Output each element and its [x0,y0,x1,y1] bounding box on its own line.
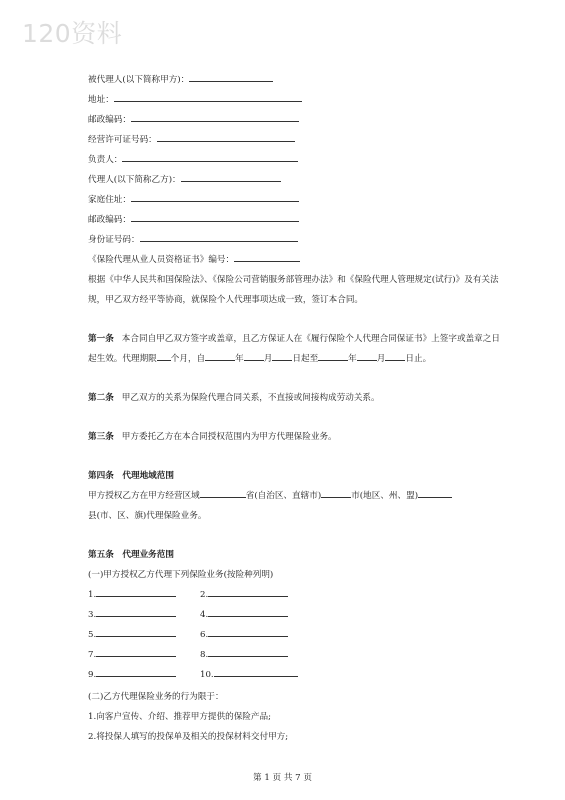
item-number: 1. [88,590,97,600]
fill-blank [122,150,298,162]
item-number: 8. [200,650,209,660]
list-item [88,585,200,605]
contract-page [88,70,500,747]
fill-blank [385,349,405,361]
fill-blank [208,605,288,617]
field-address [88,90,500,110]
article-text: 省(自治区、直辖市) [245,491,322,501]
field-license-number [88,130,500,150]
fill-blank [96,585,176,597]
field-label: 《保险代理从业人员资格证书》编号： [88,255,235,265]
article-2 [88,388,500,408]
article-text: 年 [348,354,357,364]
article-text: 日起至 [292,354,319,364]
list-item [200,605,312,625]
field-principal [88,70,500,90]
item-number: 5. [88,630,97,640]
fill-blank [96,645,176,657]
fill-blank [131,190,299,202]
fill-blank [189,70,273,82]
article-4-heading: 第四条 代理地域范围 [88,471,174,481]
field-person-in-charge [88,150,500,170]
article-number: 第三条 [88,432,114,442]
list-item [200,585,312,605]
fill-blank [318,349,348,361]
article-text: 甲乙双方的关系为保险代理合同关系，不直接或间接构成劳动关系。 [121,393,380,403]
fill-blank [244,349,264,361]
act-item: 1.向客户宣传、介绍、推荐甲方提供的保险产品; [88,712,271,722]
list-item [88,645,200,665]
list-item-row [88,605,500,625]
list-item-row [88,585,500,605]
fill-blank [214,665,298,677]
fill-blank [157,130,295,142]
field-label: 被代理人(以下简称甲方)： [88,75,190,85]
article-text: 市(地区、州、盟) [351,491,419,501]
fill-blank [357,349,377,361]
list-item-row [88,665,500,685]
fill-blank [96,625,176,637]
fill-blank [234,250,300,262]
field-certificate-number [88,250,500,270]
fill-blank [96,605,176,617]
item-number: 7. [88,650,97,660]
article-number: 第一条 [88,334,114,344]
field-label: 经营许可证号码： [88,135,157,145]
article-number: 第二条 [88,393,114,403]
article-text: 本合同自甲乙双方签字或盖章，且乙方保证人在《履行保险个人代理合同保证书》上签字或盖章之日起生效。代理期限 [88,334,500,364]
article-1 [88,329,500,369]
fill-blank [140,230,298,242]
fill-blank [114,90,302,102]
fill-blank [96,665,176,677]
list-item-row [88,625,500,645]
intro-paragraph: 根据《中华人民共和国保险法》、《保险公司营销服务部管理办法》和《保险代理人管理规定(试行)》及有关法规，甲乙双方经平等协商，就保险个人代理事项达成一致，签订本合同。 [88,275,499,305]
fill-blank [208,585,288,597]
list-item [88,625,200,645]
article-text: 年 [235,354,244,364]
item-number: 3. [88,610,97,620]
fill-blank [208,625,288,637]
field-agent [88,170,500,190]
list-item [200,645,312,665]
field-postcode [88,110,500,130]
watermark-logo: 120资料 [22,19,123,48]
list-item [200,625,312,645]
item-number: 10. [200,670,214,680]
fill-blank [418,486,452,498]
article-text: 月 [263,354,273,364]
act-item: 2.将投保人填写的投保单及相关的投保材料交付甲方; [88,732,289,742]
list-item-row [88,645,500,665]
field-id-number [88,230,500,250]
field-postcode-2 [88,210,500,230]
article-3 [88,427,500,447]
field-label: 邮政编码： [88,115,131,125]
fill-blank [157,349,171,361]
article-text: 个月，自 [170,354,206,364]
fill-blank [321,486,351,498]
article-text: 甲方委托乙方在本合同授权范围内为甲方代理保险业务。 [121,432,337,442]
field-home-address [88,190,500,210]
article-text: 日止。 [405,354,432,364]
item-number: 4. [200,610,209,620]
article-4-body [88,486,500,526]
fill-blank [272,349,292,361]
list-item [200,665,312,685]
insurance-type-list [88,585,500,685]
item-number: 9. [88,670,97,680]
article-text: 县(市、区、旗)代理保险业务。 [88,511,207,521]
fill-blank [200,486,246,498]
list-item [88,665,200,685]
item-number: 6. [200,630,209,640]
fill-blank [181,170,281,182]
field-label: 家庭住址： [88,195,131,205]
page-number-footer: 第 1 页 共 7 页 [253,773,312,783]
article-5-sub2: (二)乙方代理保险业务的行为限于： [88,692,224,702]
article-text: 月 [376,354,386,364]
list-item [88,605,200,625]
article-5-sub1: (一)甲方授权乙方代理下列保险业务(按险种列明) [88,570,274,580]
fill-blank [208,645,288,657]
article-text: 甲方授权乙方在甲方经营区域 [88,491,200,501]
field-label: 地址： [88,95,114,105]
field-label: 代理人(以下简称乙方)： [88,175,181,185]
fill-blank [131,110,299,122]
field-label: 负责人： [88,155,123,165]
fill-blank [205,349,235,361]
field-label: 邮政编码： [88,215,131,225]
party-fields [88,70,500,270]
fill-blank [131,210,299,222]
field-label: 身份证号码： [88,235,140,245]
item-number: 2. [200,590,209,600]
article-5-heading: 第五条 代理业务范围 [88,550,174,560]
